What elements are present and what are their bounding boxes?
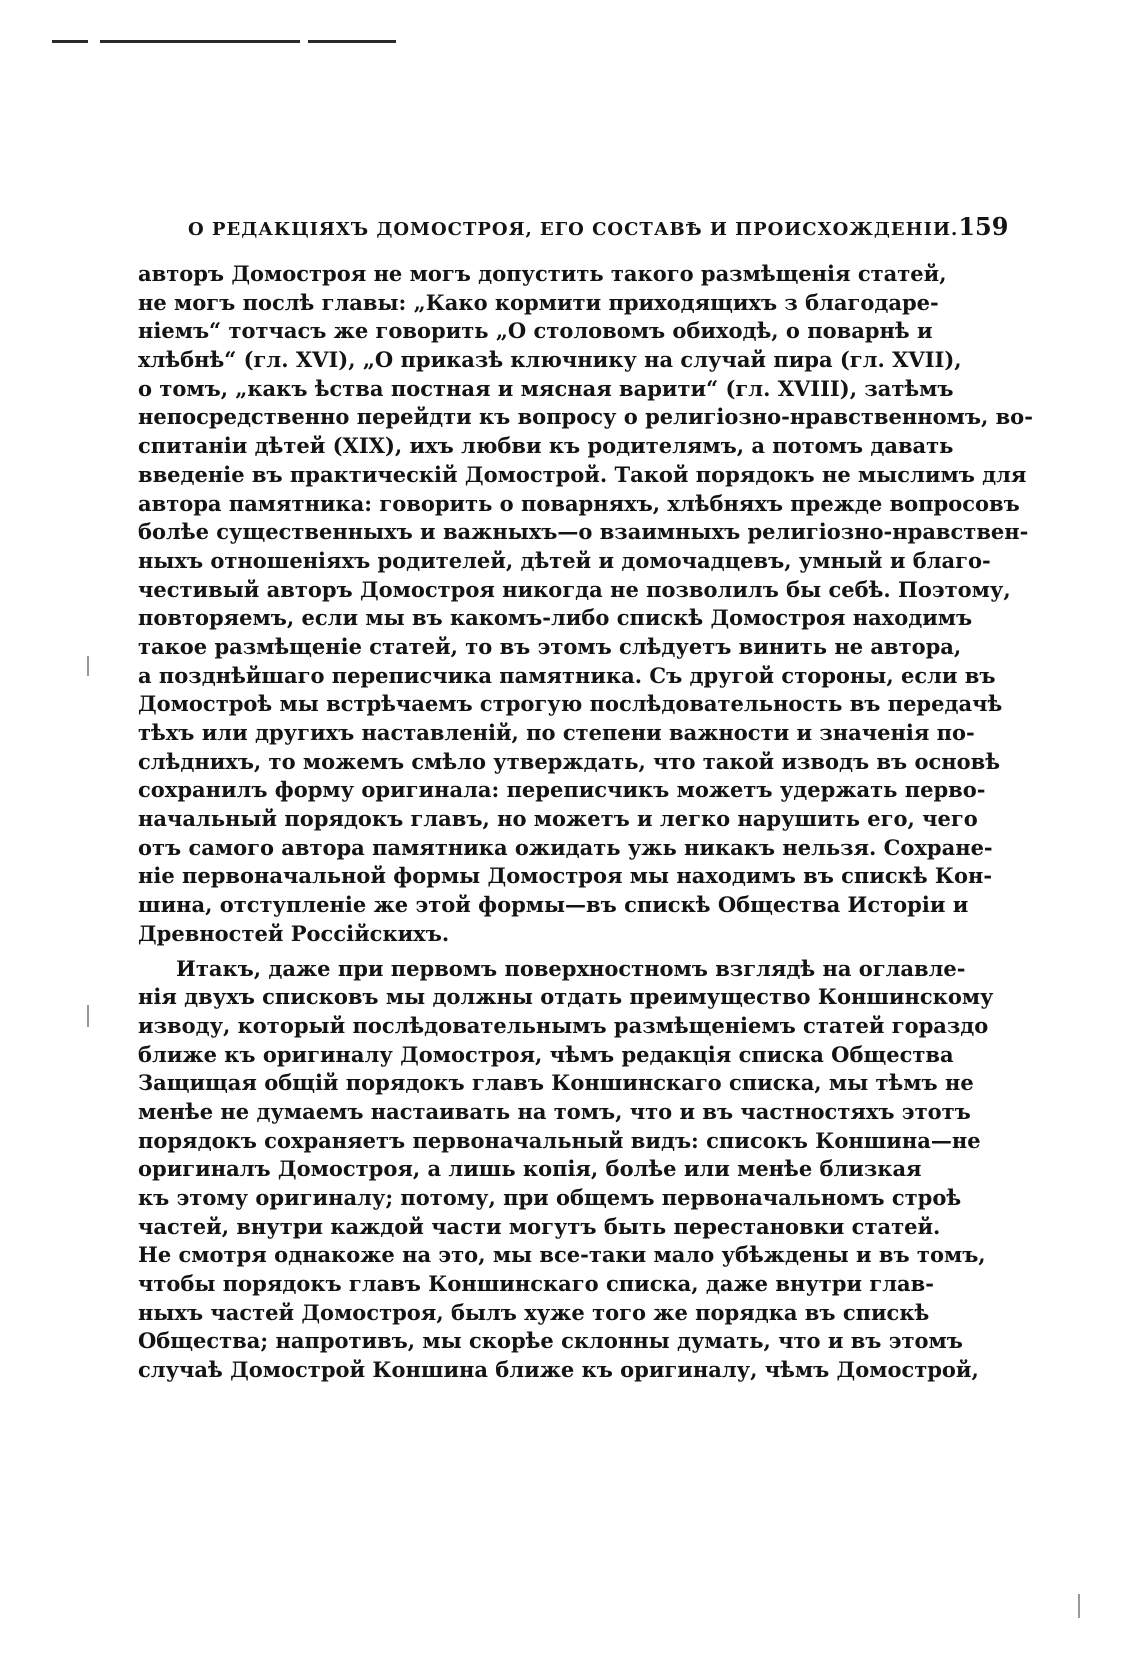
text-line: слѣднихъ, то можемъ смѣло утверждать, что такой изводъ въ основѣ [138, 748, 1000, 774]
text-line: ніемъ“ тотчасъ же говорить „О столовомъ обиходѣ, о поварнѣ и [138, 318, 933, 344]
text-line: изводу, который послѣдовательнымъ размѣщеніемъ статей гораздо [138, 1012, 989, 1038]
margin-mark [87, 656, 89, 676]
text-line: ныхъ отношеніяхъ родителей, дѣтей и домочадцевъ, умный и благо- [138, 547, 991, 573]
text-line: отъ самого автора памятника ожидать ужь никакъ нельзя. Сохране- [138, 834, 993, 860]
text-line: нія двухъ списковъ мы должны отдать преимущество Коншинскому [138, 984, 994, 1010]
text-line: Древностей Россійскихъ. [138, 920, 450, 946]
body-text [138, 260, 1033, 1385]
text-line: хлѣбнѣ“ (гл. XVI), „О приказѣ ключнику на случай пира (гл. XVII), [138, 347, 962, 373]
text-line: автора памятника: говорить о поварняхъ, хлѣбняхъ прежде вопросовъ [138, 490, 1020, 516]
text-line: такое размѣщеніе статей, то въ этомъ слѣдуетъ винить не автора, [138, 633, 962, 659]
margin-mark [87, 1005, 89, 1027]
text-line: порядокъ сохраняетъ первоначальный видъ: списокъ Коншина—не [138, 1127, 981, 1153]
text-line: не могъ послѣ главы: „Како кормити приходящихъ з благодаре- [138, 289, 939, 315]
text-line: частей, внутри каждой части могутъ быть перестановки статей. [138, 1213, 941, 1239]
text-line: Не смотря однакоже на это, мы все-таки мало убѣждены и въ томъ, [138, 1242, 986, 1268]
running-head [188, 212, 1009, 242]
text-line: введеніе въ практическій Домострой. Такой порядокъ не мыслимъ для [138, 461, 1027, 487]
text-line: сохранилъ форму оригинала: переписчикъ можетъ удержать перво- [138, 777, 986, 803]
text-line: авторъ Домостроя не могъ допустить такого размѣщенія статей, [138, 261, 947, 286]
text-line: менѣе не думаемъ настаивать на томъ, что и въ частностяхъ этотъ [138, 1098, 971, 1124]
text-line: а позднѣйшаго переписчика памятника. Съ другой стороны, если въ [138, 662, 996, 688]
text-line: непосредственно перейдти къ вопросу о религіозно-нравственномъ, во- [138, 404, 1033, 430]
text-line: Общества; напротивъ, мы скорѣе склонны думать, что и въ этомъ [138, 1328, 963, 1354]
text-line: къ этому оригиналу; потому, при общемъ первоначальномъ строѣ [138, 1185, 962, 1210]
text-line: спитаніи дѣтей (XIX), ихъ любви къ родителямъ, а потомъ давать [138, 433, 954, 459]
text-line: начальный порядокъ главъ, но можетъ и легко нарушить его, чего [138, 806, 978, 832]
text-line: шина, отступленіе же этой формы—въ спискѣ Общества Исторіи и [138, 892, 969, 918]
text-line: оригиналъ Домостроя, а лишь копія, болѣе или менѣе близкая [138, 1156, 922, 1182]
scan-edge-mark [100, 40, 300, 43]
scan-edge-mark [52, 40, 88, 43]
text-line: случаѣ Домострой Коншина ближе къ оригиналу, чѣмъ Домострой, [138, 1357, 979, 1383]
text-line: повторяемъ, если мы въ какомъ-либо спискѣ Домостроя находимъ [138, 605, 973, 631]
margin-mark [1078, 1594, 1080, 1618]
page-number: 159 [958, 212, 1009, 241]
text-line: тѣхъ или другихъ наставленій, по степени важности и значенія по- [138, 720, 975, 745]
text-line: ніе первоначальной формы Домостроя мы находимъ въ спискѣ Кон- [138, 863, 993, 889]
text-line: о томъ, „какъ ѣства постная и мясная варити“ (гл. XVIII), затѣмъ [138, 375, 954, 401]
text-line: ближе къ оригиналу Домостроя, чѣмъ редакція списка Общества [138, 1041, 954, 1067]
text-line: честивый авторъ Домостроя никогда не позволилъ бы себѣ. Поэтому, [138, 576, 1011, 602]
text-line: ныхъ частей Домостроя, былъ хуже того же порядка въ спискѣ [138, 1299, 930, 1325]
text-line: Домостроѣ мы встрѣчаемъ строгую послѣдовательность въ передачѣ [138, 691, 1003, 717]
text-line: Итакъ, даже при первомъ поверхностномъ взглядѣ на оглавле- [176, 955, 966, 981]
scan-edge-mark [308, 40, 396, 43]
text-line: болѣе существенныхъ и важныхъ—о взаимныхъ религіозно-нравствен- [138, 519, 1029, 545]
running-title: О РЕДАКЦІЯХЪ ДОМОСТРОЯ, ЕГО СОСТАВѢ И ПРОИСХОЖДЕНІИ. [188, 219, 959, 240]
paragraph-2 [138, 955, 994, 1385]
text-line: Защищая общій порядокъ главъ Коншинскаго списка, мы тѣмъ не [138, 1070, 974, 1096]
paragraph-1 [138, 260, 1033, 949]
text-line: чтобы порядокъ главъ Коншинскаго списка, даже внутри глав- [138, 1271, 934, 1297]
